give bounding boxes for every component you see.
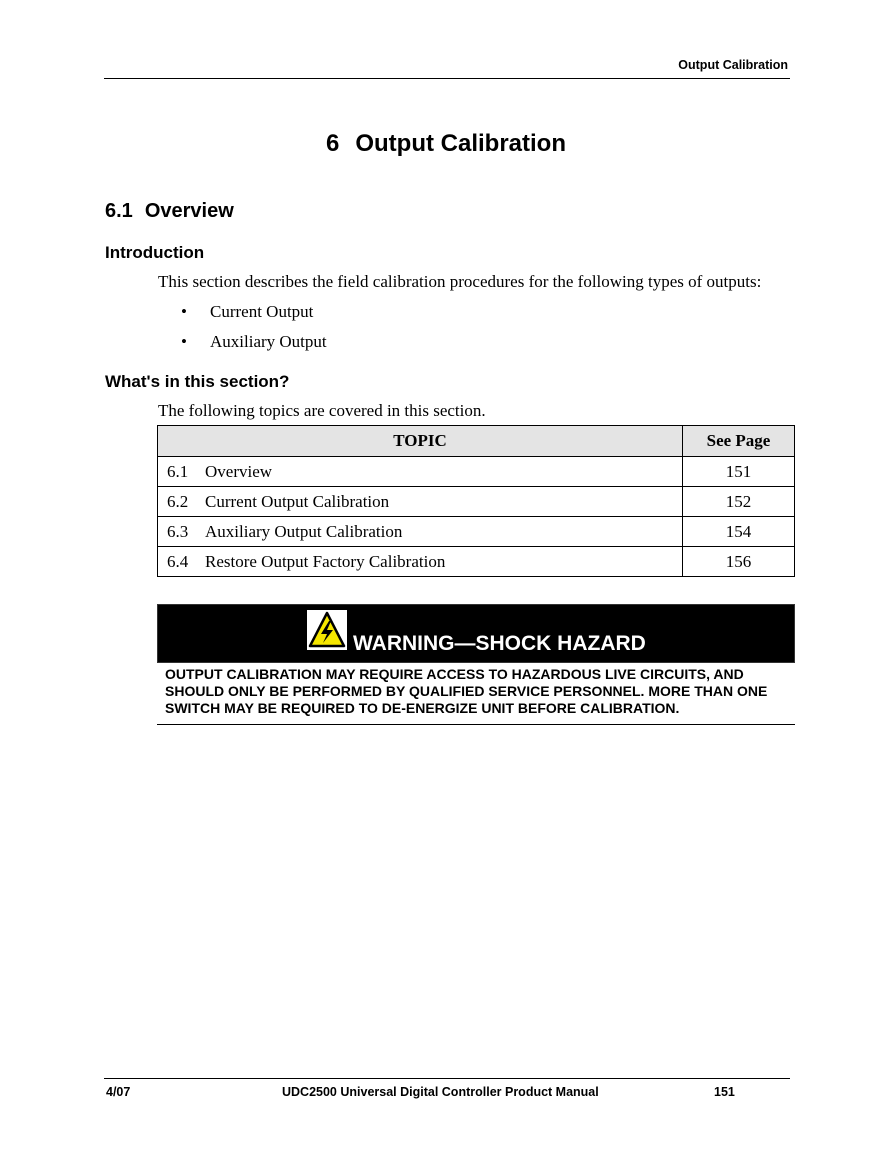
chapter-title-text: Output Calibration [355,130,566,157]
page-footer [104,1078,790,1099]
footer-page-number: 151 [714,1085,735,1099]
topic-label: Current Output Calibration [205,491,390,511]
topic-cell [158,457,683,487]
section-title-text: Overview [144,200,234,222]
whats-in-heading: What's in this section? [105,372,290,391]
running-header [104,56,790,79]
shock-hazard-icon [307,610,347,650]
bullet-icon: • [181,332,187,351]
topic-cell [158,547,683,577]
topic-number: 6.2 [167,491,189,511]
topic-cell [158,517,683,547]
footer-title: UDC2500 Universal Digital Controller Product Manual [282,1085,599,1099]
list-item [181,302,313,322]
table-row [158,547,795,577]
page-cell: 156 [683,547,795,577]
table-row [158,487,795,517]
topic-number: 6.1 [167,461,189,481]
bullet-icon: • [181,302,187,321]
table-header-row [158,426,795,457]
table-row [158,517,795,547]
topic-number: 6.3 [167,521,189,541]
warning-box [157,604,795,725]
chapter-number: 6 [325,130,340,157]
column-header-page: See Page [683,426,795,457]
column-header-topic: TOPIC [158,426,683,457]
topic-label: Restore Output Factory Calibration [205,551,446,571]
topic-label: Auxiliary Output Calibration [205,521,403,541]
section-number: 6.1 [105,200,133,222]
running-header-title: Output Calibration [678,58,788,72]
page-cell: 152 [683,487,795,517]
warning-text: OUTPUT CALIBRATION MAY REQUIRE ACCESS TO HAZARDOUS LIVE CIRCUITS, AND SHOULD ONLY BE PERFORMED BY QUALIFIED SERVICE PERSONNEL. MORE THAN ONE SWITCH MAY BE REQUIRED TO DE-ENERGIZE UNIT BEFORE CALIBRATION. [165,666,768,716]
page-cell: 151 [683,457,795,487]
list-item-label: Current Output [210,302,314,321]
whats-in-text: The following topics are covered in this section. [158,401,486,420]
page-cell: 154 [683,517,795,547]
list-item [181,332,327,352]
topic-cell [158,487,683,517]
chapter-title [0,130,892,158]
topic-table [157,425,795,577]
list-item-label: Auxiliary Output [210,332,327,351]
introduction-text: This section describes the field calibration procedures for the following types of outputs: [158,272,762,291]
section-title [105,200,234,223]
warning-banner [157,604,795,663]
table-row [158,457,795,487]
footer-date: 4/07 [106,1085,131,1099]
warning-title: WARNING—SHOCK HAZARD [353,632,646,655]
topic-label: Overview [205,461,273,481]
introduction-heading: Introduction [105,243,205,262]
topic-number: 6.4 [167,551,189,571]
